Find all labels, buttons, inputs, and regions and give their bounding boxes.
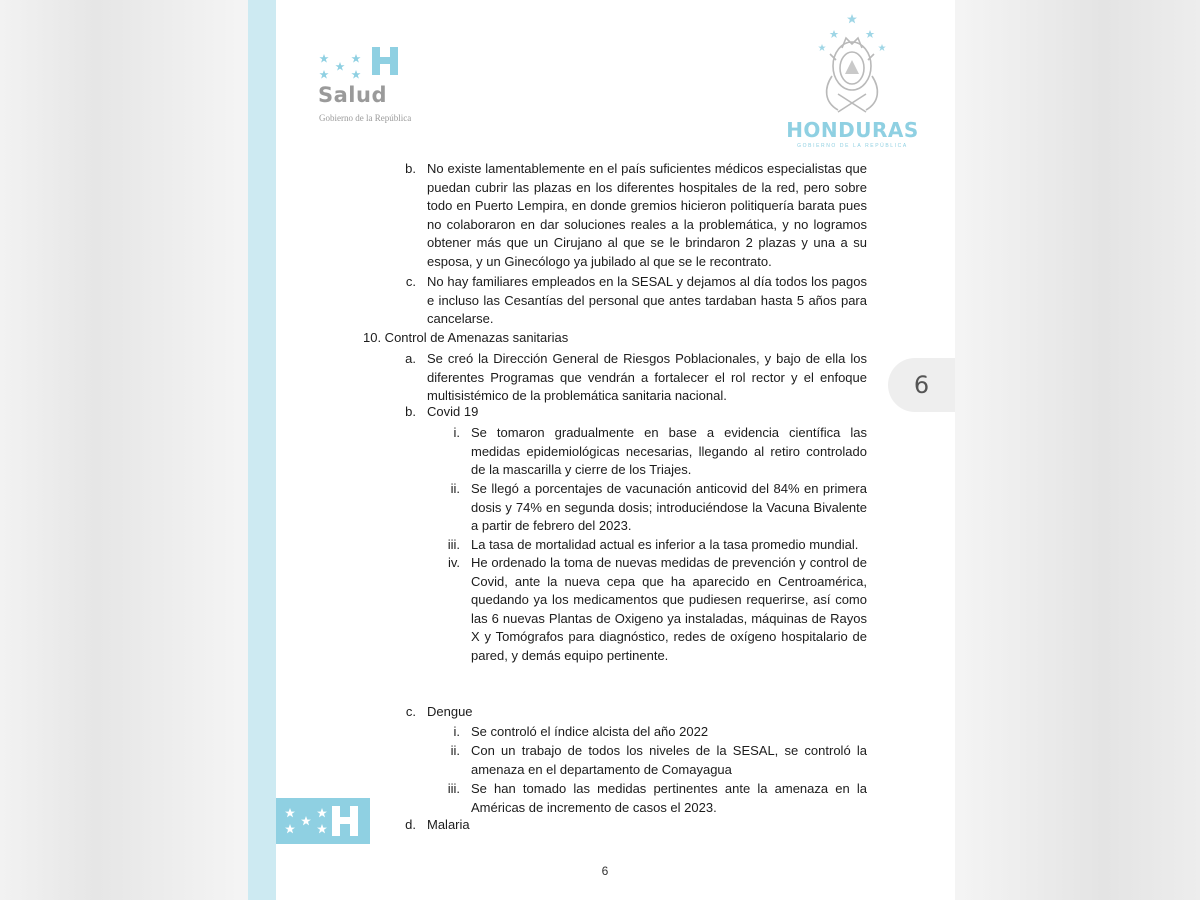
list-item-text: He ordenado la toma de nuevas medidas de prevención y control de Covid, ante la nueva cepa que ha aparecido en Centroamérica, quedando ya los medicamentos que pudiesen requerirse, así como las 6 nuevas Plantas de Oxigeno ya instaladas, máquinas de Rayos X y Tomógrafos para diagnóstico, redes de oxígeno hospitalario de pared, y demás equipo pertinente. xyxy=(471,555,867,663)
roman-label: i. xyxy=(453,724,460,739)
salud-subtitle: Gobierno de la República xyxy=(319,113,412,123)
roman-label: iii. xyxy=(447,537,460,552)
h-mark-icon xyxy=(370,45,400,77)
section-heading: 10. Control de Amenazas sanitarias xyxy=(363,330,569,345)
roman-label: iii. xyxy=(447,781,460,796)
list-item-text: Con un trabajo de todos los niveles de la SESAL, se controló la amenaza en el departamento de Comayagua xyxy=(471,743,867,777)
roman-label: ii. xyxy=(450,481,460,496)
list-label: c. xyxy=(405,704,416,719)
list-label: a. xyxy=(405,351,416,366)
subsection-title: Malaria xyxy=(427,817,470,832)
page-number: 6 xyxy=(601,864,609,878)
salud-wordmark: Salud xyxy=(318,83,387,107)
list-item-text: Se han tomado las medidas pertinentes ante la amenaza en la Américas de incremento de casos el 2023. xyxy=(471,781,867,815)
list-item-text: Se tomaron gradualmente en base a evidencia científica las medidas epidemiológicas necesarias, llegando al retiro controlado de la mascarilla y cierre de los Triajes. xyxy=(471,425,867,478)
left-accent-stripe xyxy=(248,0,276,900)
honduras-subtitle: GOBIERNO DE LA REPÚBLICA xyxy=(797,143,908,149)
list-item-text: No hay familiares empleados en la SESAL y dejamos al día todos los pagos e incluso las Cesantías del personal que antes tardaban hasta 5 años para cancelarse. xyxy=(427,274,867,327)
list-item-text: La tasa de mortalidad actual es inferior a la tasa promedio mundial. xyxy=(471,537,859,552)
list-label: b. xyxy=(405,404,416,419)
roman-label: i. xyxy=(453,425,460,440)
stars-icon xyxy=(318,51,368,81)
list-item-text: Se llegó a porcentajes de vacunación anticovid del 84% en primera dosis y 74% en segunda dosis; introduciéndose la Vacuna Bivalente a partir de febrero del 2023. xyxy=(471,481,867,534)
roman-label: ii. xyxy=(450,743,460,758)
list-item-text: Se controló el índice alcista del año 2022 xyxy=(471,724,709,739)
honduras-wordmark: HONDURAS xyxy=(786,118,919,142)
footer-logo-icon xyxy=(276,798,370,844)
list-item-text: Se creó la Dirección General de Riesgos Poblacionales, y bajo de ella los diferentes Programas que vendrán a fortalecer el rol rector y el enfoque multisistémico de la problemática sanitaria nacional. xyxy=(427,351,867,404)
subsection-title: Dengue xyxy=(427,704,473,719)
honduras-logo xyxy=(780,14,925,156)
coat-of-arms-icon xyxy=(816,14,888,118)
subsection-title: Covid 19 xyxy=(427,404,479,419)
roman-label: iv. xyxy=(447,555,460,570)
list-label: b. xyxy=(405,161,416,176)
list-label: d. xyxy=(405,817,416,832)
page-indicator-badge: 6 xyxy=(888,358,955,412)
list-item-text: No existe lamentablemente en el país suficientes médicos especialistas que puedan cubrir las plazas en los diferentes hospitales de la red, pero sobre todo en Puerto Lempira, en donde gremios hicieron politiquería barata pues no colaboraron en dar soluciones reales a la problemática, y no logramos obtener más que un Cirujano al que se le brindaron 2 plazas y una a su esposa, y un Ginecólogo ya jubilado al que se le recontrato. xyxy=(427,161,867,269)
salud-logo xyxy=(318,45,458,130)
list-label: c. xyxy=(405,274,416,289)
